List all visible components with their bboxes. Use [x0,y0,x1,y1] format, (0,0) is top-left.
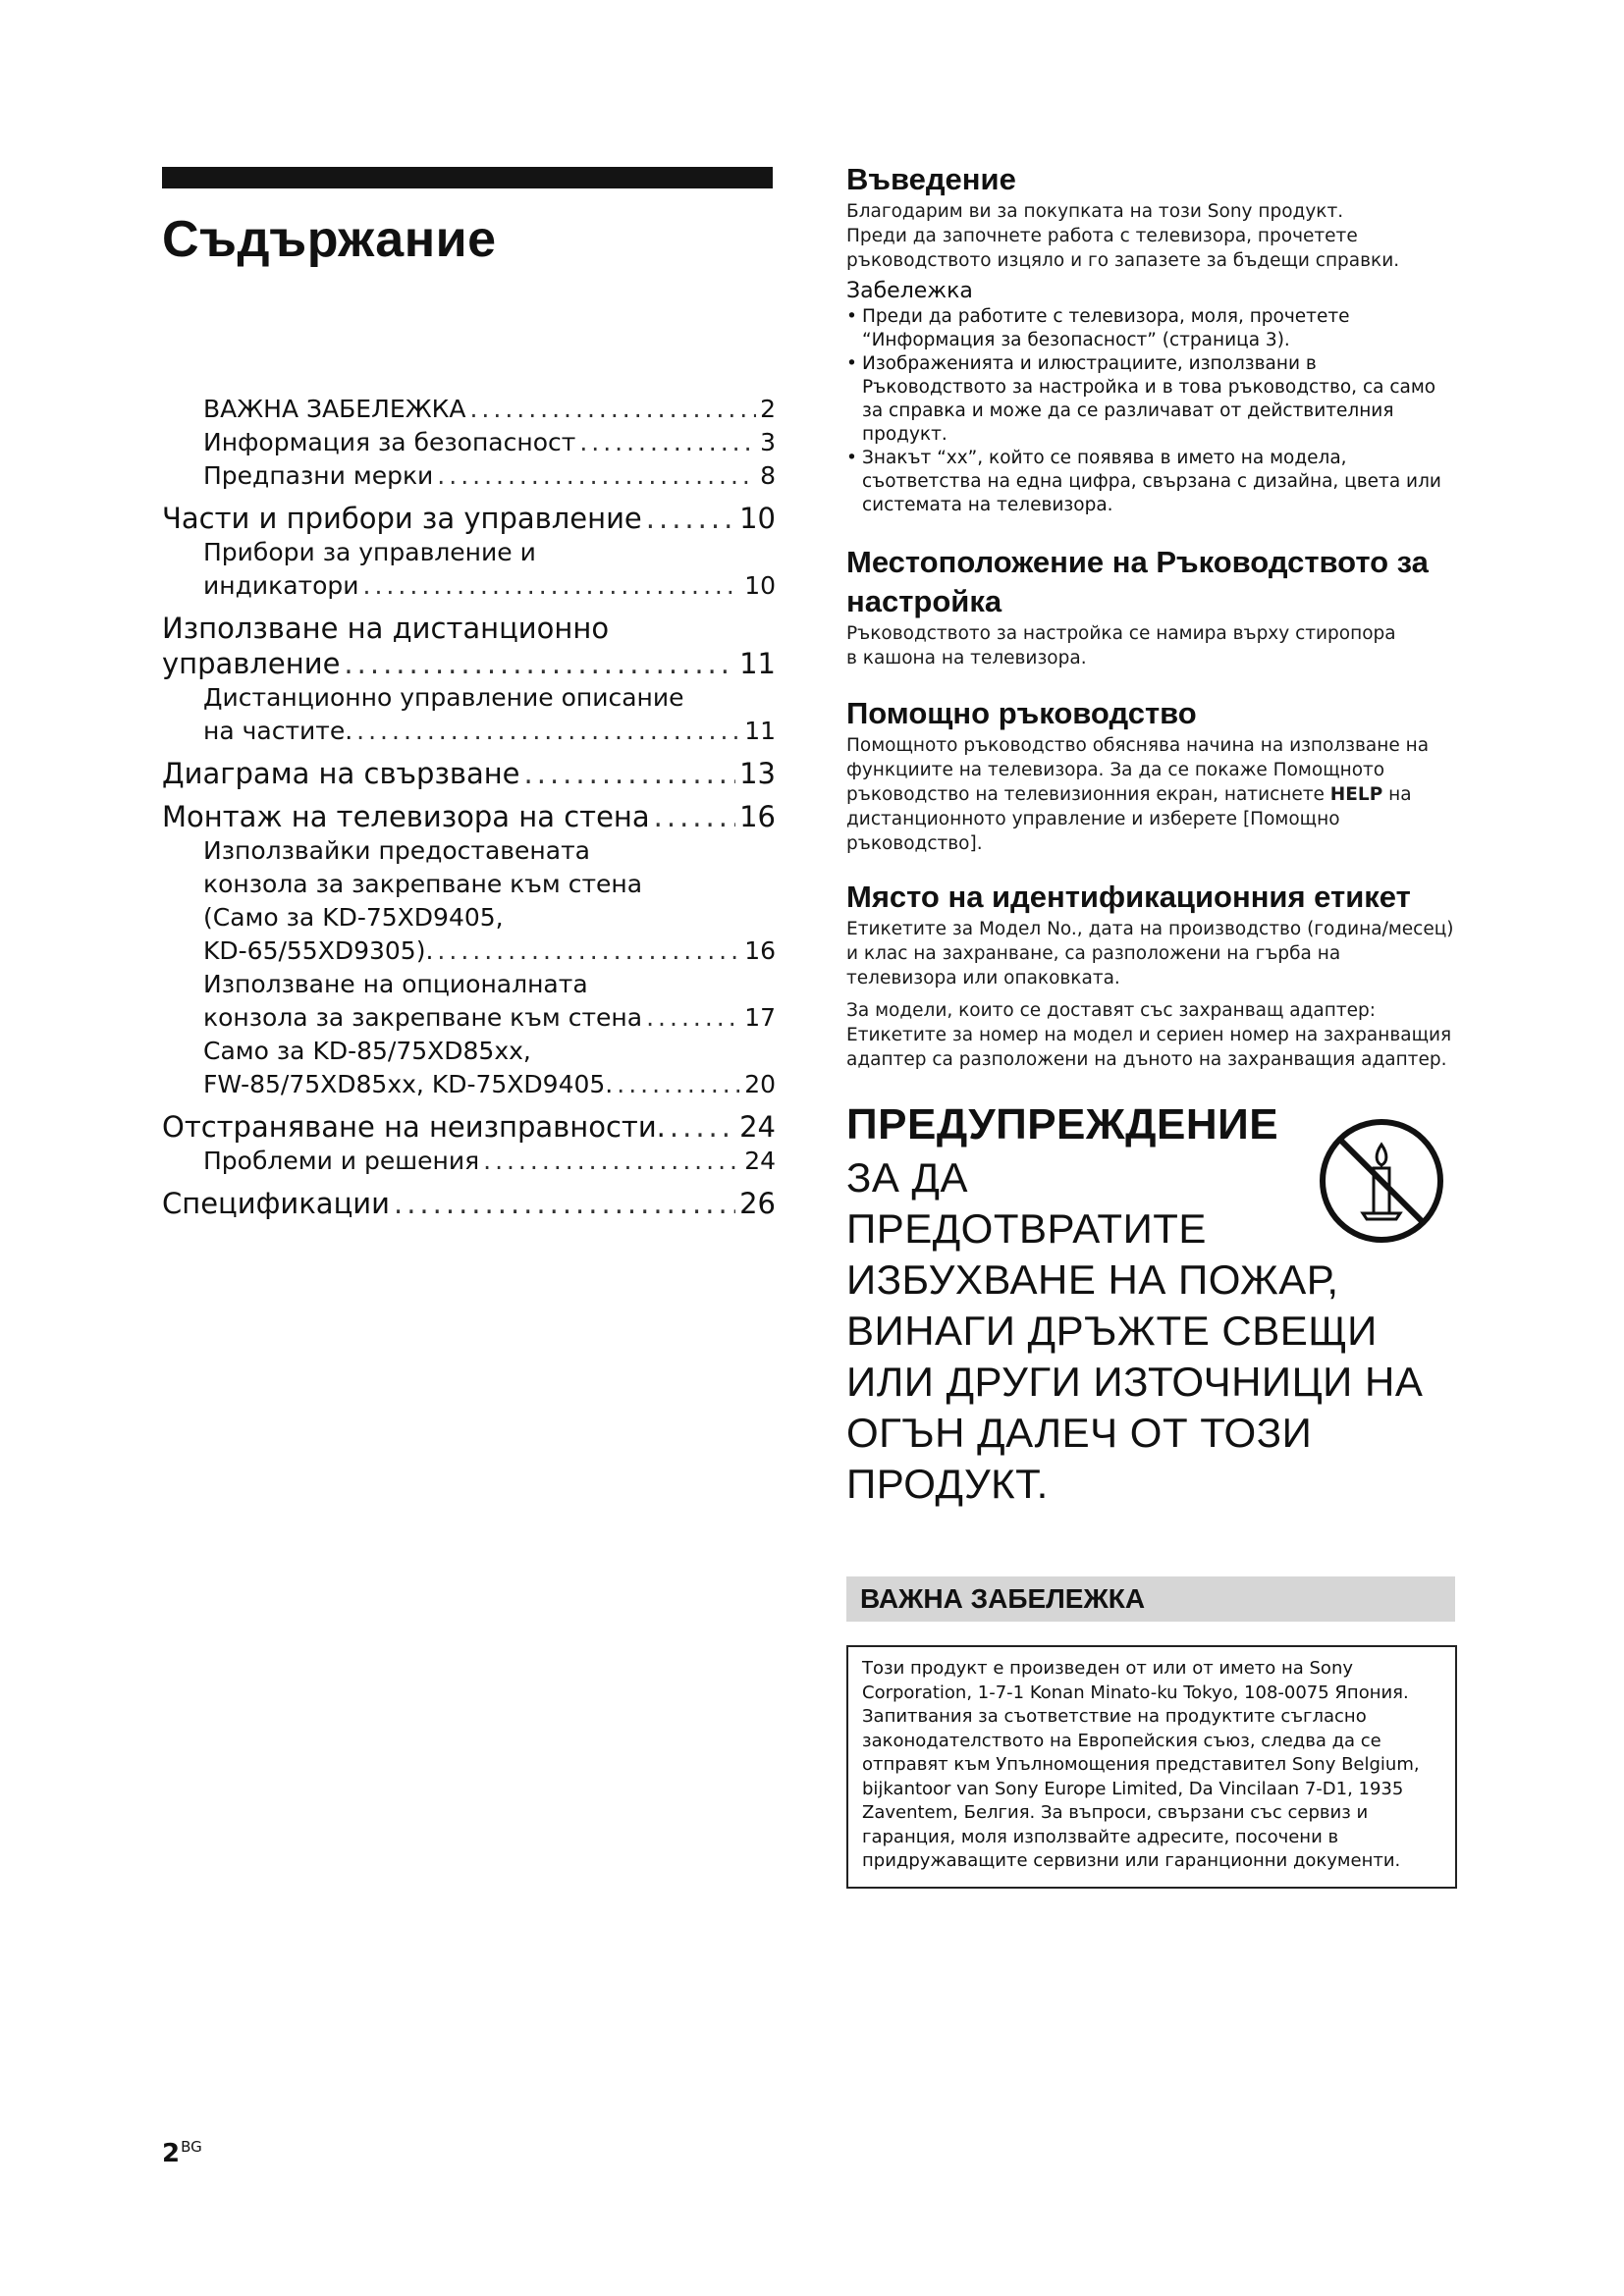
help-guide-heading: Помощно ръководство [846,696,1197,730]
toc-entry[interactable]: Само за KD-85/75XD85xx, FW-85/75XD85xx, KD-75XD9405. ..... 20 [162,1035,776,1101]
list-item: • Преди да работите с телевизора, моля, прочетете “Информация за безопасност” (страница 3). [846,305,1455,352]
label-location-heading: Място на идентификационния етикет [846,880,1411,914]
right-column [846,160,1455,1092]
no-candle-icon [1318,1117,1445,1245]
fire-warning: ПРЕДУПРЕЖДЕНИЕ ЗА ДА ПРЕДОТВРАТИТЕ ИЗБУХВАНЕ НА ПОЖАР, ВИНАГИ ДРЪЖТЕ СВЕЩИ ИЛИ ДРУГИ ИЗТОЧНИЦИ НА ОГЪН ДАЛЕЧ ОТ ТОЗИ ПРОДУКТ. [846,1097,1455,1510]
toc-entry[interactable]: Използвайки предоставената конзола за закрепване към стена (Само за KD-75XD9405, KD-65/55XD9305). ..... 16 [162,834,776,968]
help-guide-section: Помощно ръководство Помощното ръководство обяснява начина на използване на функциите на телевизора. За да се покаже Помощното ръководство на телевизионния екран, натиснете HELP на дистанционното управление и изберете [Помощно ръководство]. [846,694,1455,856]
title-bar [162,167,773,188]
toc-entry[interactable]: Спецификации ..... 26 [162,1186,776,1221]
setup-location-heading: Местоположение на Ръководството за настройка [846,545,1429,618]
toc-entry[interactable]: Монтаж на телевизора на стена ..... 16 [162,799,776,834]
toc-entry[interactable]: Предпазни мерки ..... 8 [162,459,776,493]
setup-location-section: Местоположение на Ръководството за настройка Ръководството за настройка се намира върху стиропора в кашона на телевизора. [846,543,1455,670]
notice-box: Този продукт е произведен от или от името на Sony Corporation, 1-7-1 Konan Minato-ku Tokyo, 108-0075 Япония. Запитвания за съответствие на продуктите съгласно законодателството на Европейския съюз, следва да се отправят към Упълномощения представител Sony Belgium, bijkantoor van Sony Europe Limited, Da Vincilaan 7-D1, 1935 Zaventem, Белгия. За въпроси, свързани със сервиз и гаранция, моля използвайте адресите, посочени в придружаващите сервизни или гаранционни документи. [846,1645,1457,1889]
intro-heading: Въведение [846,162,1016,196]
note-heading: Забележка [846,279,973,303]
label-location-section: Място на идентификационния етикет Етикетите за Модел No., дата на производство (година/месец) и клас на захранване, са разположени на гърба на телевизора или опаковката. За модели, които се доставят със захранващ адаптер: Етикетите за номер на модел и сериен номер на захранващия адаптер са разположени на дъното на захранващия адаптер. [846,880,1454,1070]
help-key: HELP [1329,784,1383,805]
toc-entry[interactable]: Информация за безопасност ..... 3 [162,426,776,459]
page-title: Съдържание [162,211,497,268]
toc-entry[interactable]: Отстраняване на неизправности. ..... 24 [162,1109,776,1145]
toc-entry[interactable]: Използване на дистанционно управление ..... 11 [162,611,776,681]
toc-entry[interactable]: Части и прибори за управление ..... 10 [162,501,776,536]
list-item: • Изображенията и илюстрациите, използвани в Ръководството за настройка и в това ръководство, са само за справка и може да се различават от действителния продукт. [846,352,1455,447]
toc-entry[interactable]: Диаграма на свързване ..... 13 [162,756,776,791]
toc-entry[interactable]: Проблеми и решения ..... 24 [162,1145,776,1178]
toc-entry[interactable]: ВАЖНА ЗАБЕЛЕЖКА ..... 2 [162,393,776,426]
warning-title: ПРЕДУПРЕЖДЕНИЕ [846,1100,1279,1148]
page-number: $2^{BG}$ [162,2138,202,2168]
table-of-contents [162,393,776,1221]
toc-entry[interactable]: Прибори за управление и индикатори ..... 10 [162,536,776,603]
list-item: • Знакът “xx”, който се появява в името на модела, съответства на една цифра, свързана с дизайна, цвета или системата на телевизора. [846,447,1455,517]
toc-entry[interactable]: Дистанционно управление описание на частите. ..... 11 [162,681,776,748]
intro-section: Въведение Благодарим ви за покупката на този Sony продукт. Преди да започнете работа с телевизора, прочетете ръководството изцяло и го запазете за бъдещи справки. Забележка • Преди да работите с телевизора, моля, прочетете “Информация за безопасност” (страница 3). • Изображенията и илюстрациите, използвани в Ръководството за настройка и в това ръководство, са само за справка и може да се различават от действителния продукт. • Знакът “xx”, който се появява в името на модела, съответства на една цифра, свързана с дизайна, цвета или системата на телевизора. [846,160,1455,517]
notice-heading: ВАЖНА ЗАБЕЛЕЖКА [846,1576,1455,1622]
toc-entry[interactable]: Използване на опционалната конзола за закрепване към стена ..... 17 [162,968,776,1035]
note-list [846,305,1455,517]
toc-header [162,167,776,269]
